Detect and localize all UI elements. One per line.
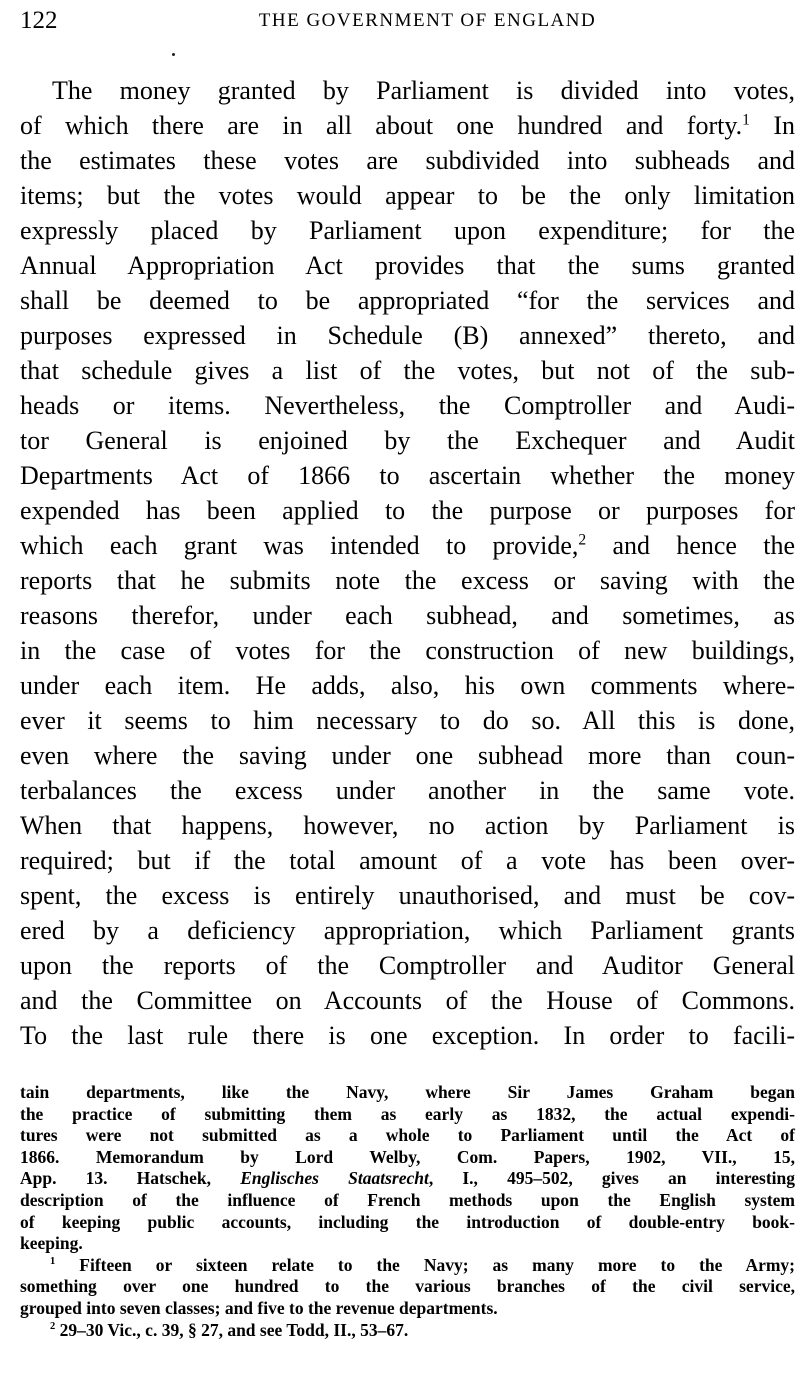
page-header — [20, 5, 795, 37]
footnote-continued-line: of keeping public accounts, including the introduction of double-entry book- — [20, 1211, 795, 1232]
body-line — [20, 108, 795, 143]
footnote-1 — [20, 1255, 795, 1277]
body-line-text: of which there are in all about one hundred and forty. — [20, 111, 743, 140]
body-line: spent, the excess is entirely unauthorised, and must be cov- — [20, 881, 795, 910]
body-line — [20, 528, 795, 563]
body-line: reports that he submits note the excess or saving with the — [20, 566, 795, 595]
footnote-continued-line: description of the influence of French methods upon the English system — [20, 1189, 795, 1210]
body-line: required; but if the total amount of a vote has been over- — [20, 846, 795, 875]
body-line: When that happens, however, no action by Parliament is — [20, 811, 795, 840]
body-line: purposes expressed in Schedule (B) annexed” thereto, and — [20, 321, 795, 350]
body-line: ever it seems to him necessary to do so. All this is done, — [20, 706, 795, 735]
body-line: and the Committee on Accounts of the House of Commons. — [20, 986, 795, 1015]
footnote-ref-2: 2 — [578, 531, 587, 549]
footnote-2-mark: 2 — [50, 1320, 56, 1332]
body-line: The money granted by Parliament is divided into votes, — [52, 76, 795, 105]
footnotes — [20, 1082, 795, 1341]
body-line: heads or items. Nevertheless, the Comptroller and Audi- — [20, 391, 795, 420]
fn-text: , I., 495–502, gives an interesting — [428, 1168, 795, 1189]
fn-text: App. 13. Hatschek, — [20, 1168, 241, 1189]
footnote-ref-1: 1 — [742, 111, 750, 129]
body-line: shall be deemed to be appropriated “for the services and — [20, 286, 795, 315]
footnote-continued-line — [20, 1168, 795, 1190]
running-title: THE GOVERNMENT OF ENGLAND — [258, 10, 597, 31]
body-line: that schedule gives a list of the votes, but not of the sub- — [20, 356, 795, 385]
body-line: To the last rule there is one exception. In order to facili- — [20, 1021, 795, 1050]
footnote-continued-line: the practice of submitting them as early as 1832, the actual expendi- — [20, 1103, 795, 1124]
footnote-continued-line: tures were not submitted as a whole to Parliament until the Act of — [20, 1125, 795, 1146]
body-line: upon the reports of the Comptroller and Auditor General — [20, 951, 795, 980]
footnote-2 — [20, 1320, 795, 1342]
body-line: the estimates these votes are subdivided into subheads and — [20, 146, 795, 175]
body-line-tail: and hence the — [612, 531, 795, 560]
body-line: even where the saving under one subhead more than coun- — [20, 741, 795, 770]
page-number: 122 — [20, 7, 58, 34]
body-line: terbalances the excess under another in the same vote. — [20, 776, 795, 805]
body-line: under each item. He adds, also, his own comments where- — [20, 671, 795, 700]
body-line-tail: In — [773, 111, 795, 140]
body-line-text: which each grant was intended to provide, — [20, 531, 579, 560]
footnote-1-text: Fifteen or sixteen relate to the Navy; as many more to the Army; — [79, 1254, 796, 1275]
footnote-1-line: grouped into seven classes; and five to the revenue departments. — [20, 1297, 498, 1318]
body-line: items; but the votes would appear to be the only limitation — [20, 181, 795, 210]
footnote-continued-line: tain departments, like the Navy, where Sir James Graham began — [20, 1082, 795, 1102]
body-line: Departments Act of 1866 to ascertain whether the money — [20, 461, 795, 490]
footnote-continued-line: 1866. Memorandum by Lord Welby, Com. Papers, 1902, VII., 15, — [20, 1146, 795, 1167]
body-line: ered by a deficiency appropriation, which Parliament grants — [20, 916, 795, 945]
main-paragraph — [20, 73, 795, 1053]
body-line: in the case of votes for the construction of new buildings, — [20, 636, 795, 665]
body-line: expended has been applied to the purpose or purposes for — [20, 496, 795, 525]
body-line: reasons therefor, under each subhead, and sometimes, as — [20, 601, 795, 630]
footnote-continued-line: keeping. — [20, 1233, 83, 1254]
cited-title: Englisches Staatsrecht — [240, 1168, 429, 1189]
footnote-1-line: something over one hundred to the various branches of the civil service, — [20, 1276, 795, 1297]
print-speck — [172, 53, 175, 56]
body-line: expressly placed by Parliament upon expenditure; for the — [20, 216, 795, 245]
footnote-2-text: 29–30 Vic., c. 39, § 27, and see Todd, II., 53–67. — [59, 1319, 409, 1340]
footnote-1-mark: 1 — [50, 1255, 56, 1267]
body-line: Annual Appropriation Act provides that the sums granted — [20, 251, 795, 280]
body-line: tor General is enjoined by the Exchequer and Audit — [20, 426, 795, 455]
